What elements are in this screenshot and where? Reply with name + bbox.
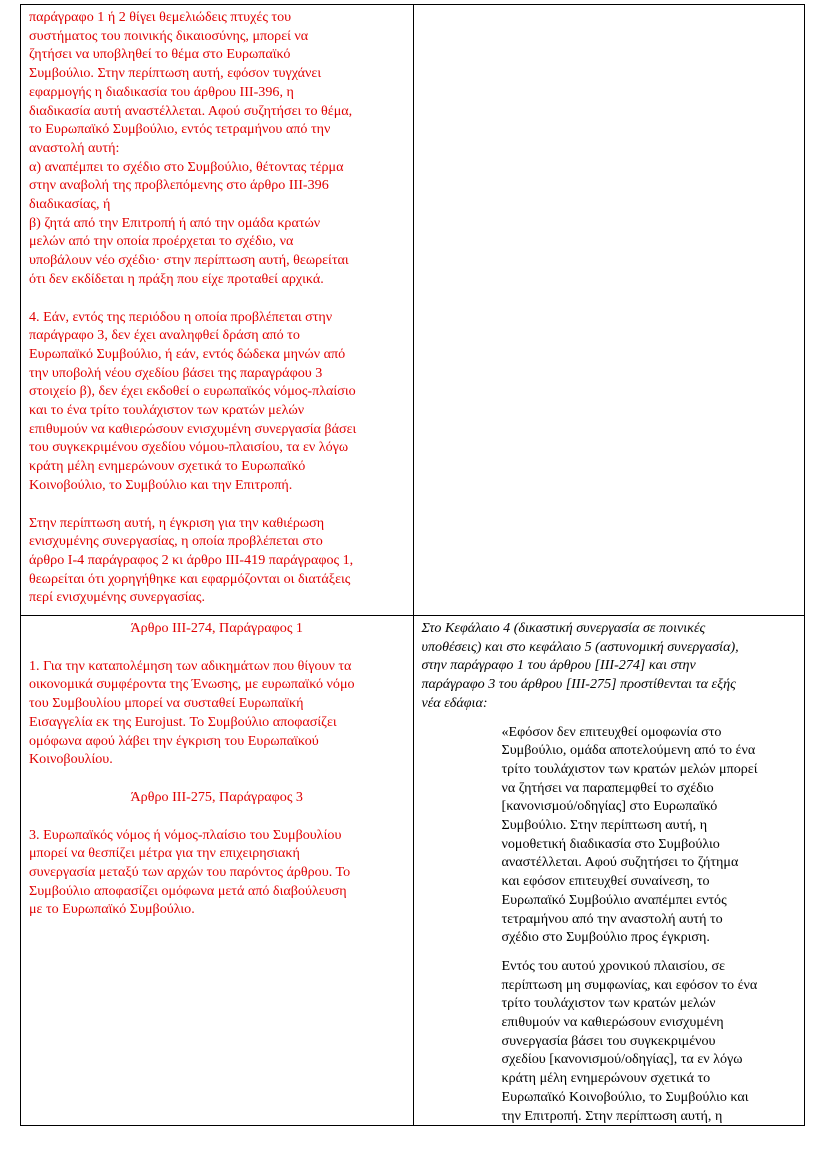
left-cell [21,616,414,1126]
left-cell [21,5,414,616]
table-row [21,616,805,1126]
table-row [21,5,805,616]
paragraph: 1. Για την καταπολέμηση των αδικημάτων που θίγουν τα οικονομικά συμφέροντα της Ένωσης, με ευρωπαϊκό νόμο του Συμβουλίου μπορεί να συσταθεί Ευρωπαϊκή Εισαγγελία εκ της Eurojust. Το Συμβούλιο αποφασίζει ομόφωνα αφού λάβει την έγκριση του Ευρωπαϊκού Κοινοβουλίου. [29,657,355,768]
paragraph: παράγραφο 1 ή 2 θίγει θεμελιώδεις πτυχές του συστήματος του ποινικής δικαιοσύνης, μπορεί να ζητήσει να υποβληθεί το θέμα στο Ευρωπαϊκό Συμβούλιο. Στην περίπτωση αυτή, εφόσον τυγχάνει εφαρμογής η διαδικασία του άρθρου ΙΙΙ-396, η διαδικασία αυτή αναστέλλεται. Αφού συζητήσει το θέμα, το Ευρωπαϊκό Συμβούλιο, εντός τετραμήνου από την αναστολή αυτή: α) αναπέμπει το σχέδιο στο Συμβούλιο, θέτοντας τέρμα στην αναβολή της προβλεπόμενης στο άρθρο ΙΙΙ-396 διαδικασίας, ή β) ζητά από την Επιτροπή ή από την ομάδα κρατών μελών από την οποία προέρχεται το σχέδιο, να υποβάλουν νέο σχέδιο· στην περίπτωση αυτή, θεωρείται ότι δεν εκδίδεται η πράξη που είχε προταθεί αρχικά. [29,9,353,287]
paragraph: 3. Ευρωπαϊκός νόμος ή νόμος-πλαίσιο του Συμβουλίου μπορεί να θεσπίζει μέτρα για την επιχειρησιακή συνεργασία μεταξύ των αρχών του παρόντος άρθρου. Το Συμβούλιο αποφασίζει ομόφωνα μετά από διαβούλευση με το Ευρωπαϊκό Συμβούλιο. [29,826,351,918]
right-cell-empty [413,5,805,616]
comparison-table [20,4,805,1126]
amendment-intro: Στο Κεφάλαιο 4 (δικαστική συνεργασία σε ποινικές υποθέσεις) και στο κεφάλαιο 5 (αστυνομική συνεργασία), στην παράγραφο 1 του άρθρου [ΙΙΙ-274] και στην παράγραφο 3 του άρθρου [ΙΙΙ-275] προστίθενται τα εξής νέα εδάφια: [421,620,739,711]
article-heading: Άρθρο ΙΙΙ-275, Παράγραφος 3 [130,788,303,805]
paragraph: Στην περίπτωση αυτή, η έγκριση για την καθιέρωση ενισχυμένης συνεργασίας, η οποία προβλέπεται στο άρθρο Ι-4 παράγραφος 2 κι άρθρο ΙΙΙ-419 παράγραφος 1, θεωρείται ότι χορηγήθηκε και εφαρμόζονται οι διατάξεις περί ενισχυμένης συνεργασίας. [29,514,354,606]
right-cell [413,616,805,1126]
quoted-paragraph: «Εφόσον δεν επιτευχθεί ομοφωνία στο Συμβούλιο, ομάδα αποτελούμενη από το ένα τρίτο τουλάχιστον των κρατών μελών μπορεί να ζητήσει να παραπεμφθεί το σχέδιο [κανονισμού/οδηγίας] στο Ευρωπαϊκό Συμβούλιο. Στην περίπτωση αυτή, η νομοθετική διαδικασία στο Συμβούλιο αναστέλλεται. Αφού συζητήσει το ζήτημα και εφόσον επιτευχθεί συναίνεση, το Ευρωπαϊκό Συμβούλιο αναπέμπει εντός τετραμήνου από την αναστολή αυτή το σχέδιο στο Συμβούλιο προς έγκριση. [501,723,758,946]
article-heading: Άρθρο ΙΙΙ-274, Παράγραφος 1 [130,620,303,636]
quoted-paragraph: Εντός του αυτού χρονικού πλαισίου, σε περίπτωση μη συμφωνίας, και εφόσον το ένα τρίτο τουλάχιστον των κρατών μελών επιθυμούν να καθιερώσουν ενισχυμένη συνεργασία βάσει του συγκεκριμένου σχεδίου [κανονισμού/οδηγίας], τα εν λόγω κράτη μέλη ενημερώνουν σχετικά το Ευρωπαϊκό Κοινοβούλιο, το Συμβούλιο και την Επιτροπή. Στην περίπτωση αυτή, η [501,957,758,1124]
paragraph: 4. Εάν, εντός της περιόδου η οποία προβλέπεται στην παράγραφο 3, δεν έχει αναληφθεί δράση από το Ευρωπαϊκό Συμβούλιο, ή εάν, εντός δώδεκα μηνών από την υποβολή νέου σχεδίου βάσει της παραγράφου 3 στοιχείο β), δεν έχει εκδοθεί ο ευρωπαϊκός νόμος-πλαίσιο και το ένα τρίτο τουλάχιστον των κρατών μελών επιθυμούν να καθιερώσουν ενισχυμένη συνεργασία βάσει του συγκεκριμένου σχεδίου νόμου-πλαισίου, τα εν λόγω κράτη μέλη ενημερώνουν σχετικά το Ευρωπαϊκό Κοινοβούλιο, το Συμβούλιο και την Επιτροπή. [29,308,357,493]
